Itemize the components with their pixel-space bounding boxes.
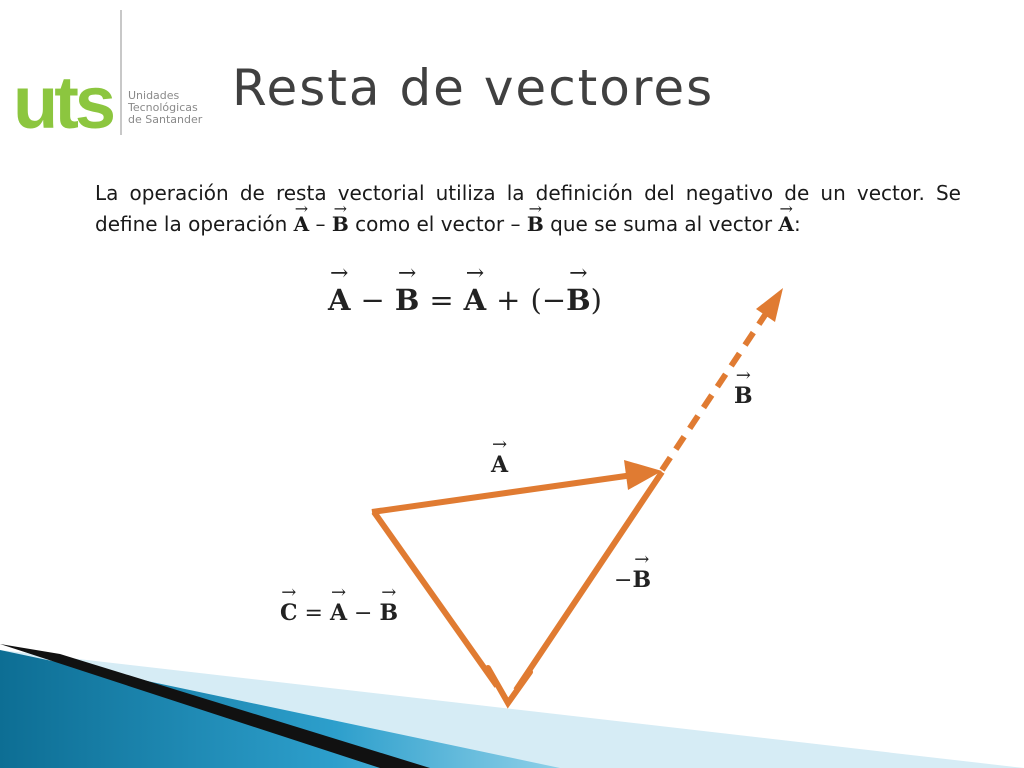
- intro-text-3: que se suma al vector: [543, 212, 779, 236]
- intro-op-minus: –: [309, 212, 332, 236]
- logo-line-2: Tecnológicas: [128, 101, 198, 114]
- label-vector-C: [280, 600, 398, 626]
- intro-text-1: La operación de resta vectorial utiliza la definición del negativo de un vector. Se define la operación: [95, 181, 961, 236]
- label-negB-letter: → B: [632, 567, 651, 593]
- eq-neg: −: [541, 283, 567, 317]
- label-vector-negB: [614, 567, 651, 593]
- label-B-letter: → B: [734, 383, 753, 409]
- eq-open-paren: (: [530, 283, 542, 317]
- label-C-letter: → C: [280, 600, 298, 626]
- intro-text-4: :: [793, 212, 801, 236]
- eq-equals: =: [429, 283, 454, 317]
- vector-A-arrow: [372, 474, 640, 512]
- intro-neg-sign: –: [510, 212, 527, 236]
- intro-vector-A-final: → A: [778, 209, 794, 240]
- logo-line-3: de Santander: [128, 113, 203, 126]
- logo-line-1: Unidades: [128, 89, 180, 102]
- eq-A1: → A: [328, 283, 351, 317]
- label-vector-B: [734, 383, 753, 409]
- eq-plus: +: [496, 283, 521, 317]
- eq-close-paren: ): [590, 283, 602, 317]
- eq-B2: → B: [566, 283, 591, 317]
- label-A-letter: → A: [491, 452, 508, 478]
- vector-B-dashed-arrow: [662, 306, 771, 470]
- eq-A2: → A: [464, 283, 487, 317]
- eq-minus: −: [360, 283, 385, 317]
- intro-vector-negB: → B: [527, 209, 544, 240]
- label-C-minus: −: [354, 601, 373, 626]
- eq-B1: → B: [395, 283, 420, 317]
- intro-text-2: como el vector: [348, 212, 511, 236]
- label-negB-sign: −: [614, 568, 633, 593]
- intro-vector-B: → B: [332, 209, 349, 240]
- logo-wordmark: uts: [13, 61, 112, 144]
- label-vector-A: [491, 452, 508, 478]
- intro-vector-A: → A: [294, 209, 310, 240]
- label-C-A: → A: [330, 600, 347, 626]
- label-C-B: → B: [379, 600, 398, 626]
- slide-title: Resta de vectores: [232, 59, 715, 117]
- label-C-equals: =: [304, 601, 323, 626]
- vector-B-arrowhead: [756, 288, 783, 322]
